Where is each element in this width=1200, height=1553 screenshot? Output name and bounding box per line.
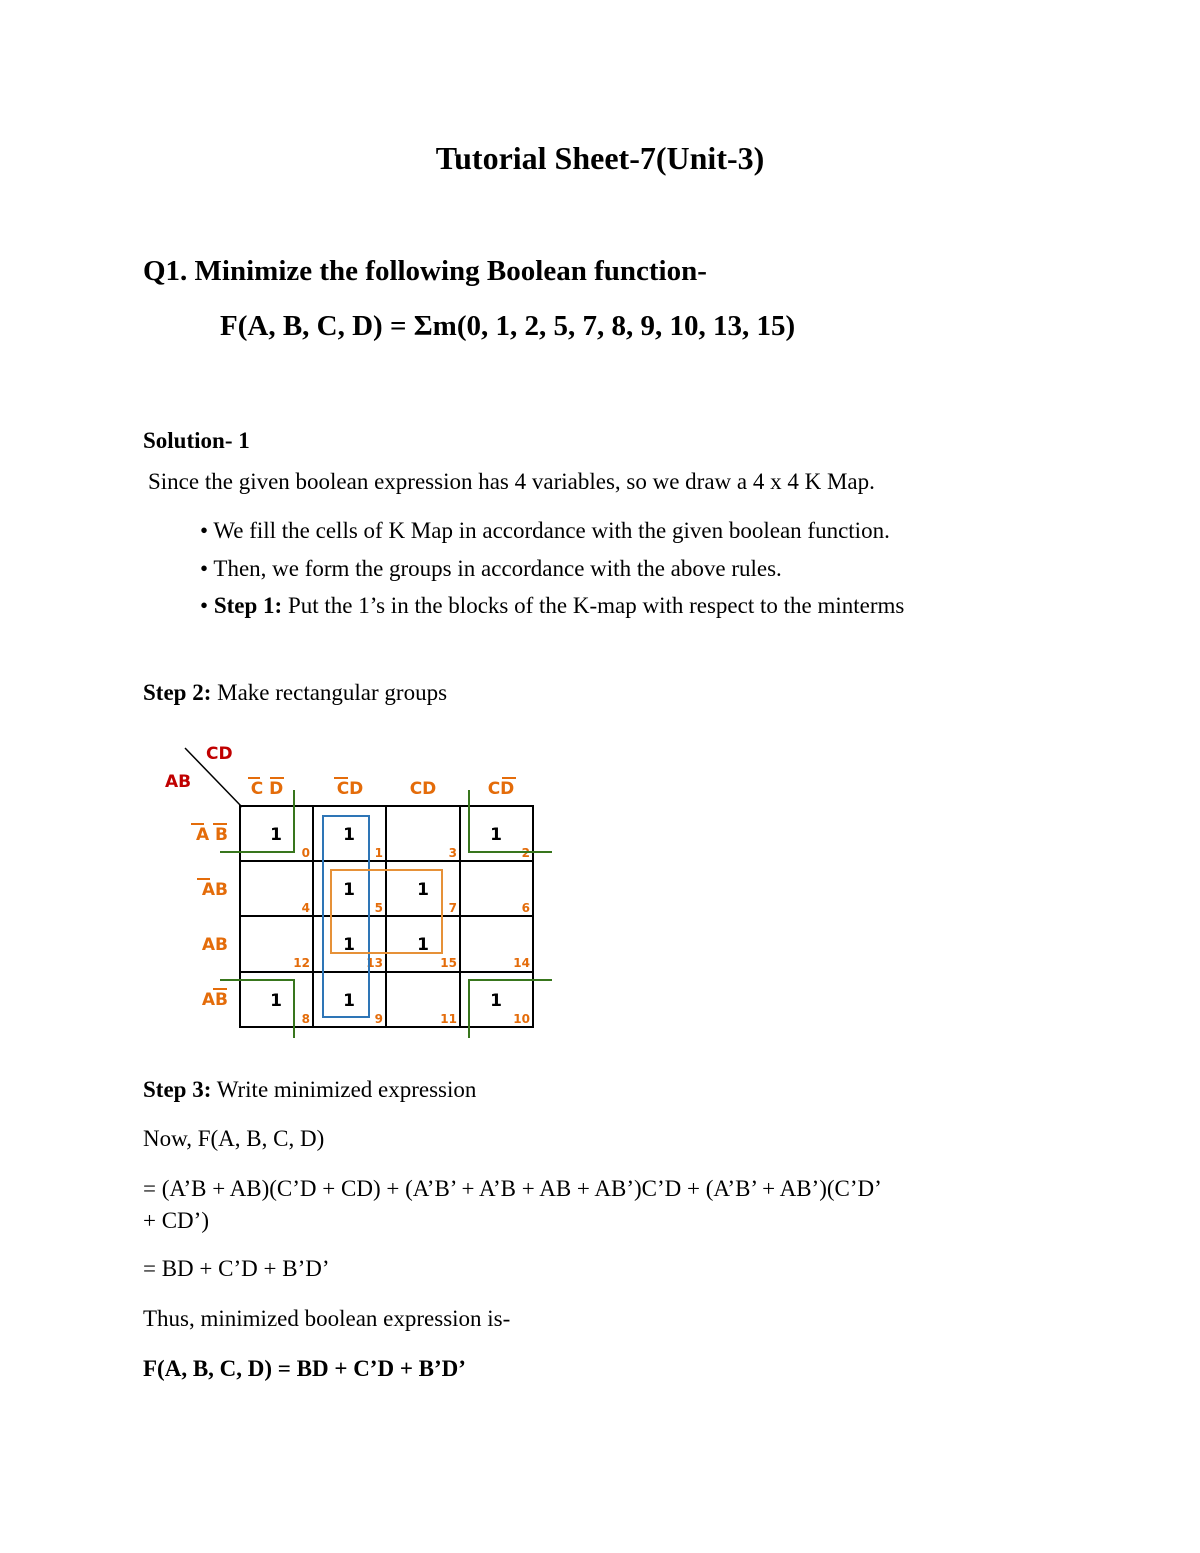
equation-simplified: = BD + C’D + B’D’	[143, 1256, 330, 1281]
row-header: A B	[195, 825, 228, 845]
bullet-item: • Step 1: Put the 1’s in the blocks of the K-map with respect to the minterms	[200, 593, 905, 618]
boolean-function: F(A, B, C, D) = Σm(0, 1, 2, 5, 7, 8, 9, 10, 13, 15)	[220, 310, 796, 342]
minterm-index: 13	[366, 956, 383, 970]
cell-value: 1	[270, 825, 282, 845]
step3-label: Step 3:	[143, 1077, 212, 1102]
minterm-index: 7	[448, 901, 457, 915]
minterm-index: 8	[301, 1012, 310, 1026]
question-label: Q1. Minimize the following Boolean function-	[143, 255, 707, 287]
minterm-index: 2	[521, 846, 530, 860]
minterm-index: 1	[374, 846, 383, 860]
equation-line-cont: + CD’)	[143, 1208, 209, 1233]
col-header: C D	[250, 779, 284, 799]
col-header: CD	[487, 779, 515, 799]
cell-value: 1	[417, 880, 429, 900]
minterm-index: 3	[448, 846, 457, 860]
bullet-text: Then, we form the groups in accordance with the above rules.	[213, 556, 782, 581]
minterm-index: 5	[374, 901, 383, 915]
minterm-index: 9	[374, 1012, 383, 1026]
minterm-index: 15	[440, 956, 457, 970]
now-line: Now, F(A, B, C, D)	[143, 1126, 325, 1151]
cell-value: 1	[490, 991, 502, 1011]
final-expression: F(A, B, C, D) = BD + C’D + B’D’	[143, 1356, 466, 1381]
bullet-item: • Then, we form the groups in accordance with the above rules.	[200, 556, 782, 581]
minterm-index: 0	[301, 846, 310, 860]
step2	[143, 680, 447, 706]
step1-text: Put the 1’s in the blocks of the K-map with respect to the minterms	[287, 593, 905, 618]
conclusion-text: Thus, minimized boolean expression is-	[143, 1306, 511, 1331]
row-header: AB	[201, 935, 228, 955]
step2-text: Make rectangular groups	[217, 680, 448, 705]
minterm-index: 6	[521, 901, 530, 915]
minterm-index: 11	[440, 1012, 457, 1026]
minterm-index: 10	[513, 1012, 530, 1026]
minterm-index: 14	[513, 956, 530, 970]
step2-label: Step 2:	[143, 680, 212, 705]
solution-heading: Solution- 1	[143, 428, 250, 453]
minterm-index: 4	[301, 901, 310, 915]
row-header: AB	[201, 990, 228, 1010]
col-header: CD	[409, 779, 437, 799]
cell-value: 1	[417, 935, 429, 955]
cell-value: 1	[343, 935, 355, 955]
solution-intro: Since the given boolean expression has 4 variables, so we draw a 4 x 4 K Map.	[148, 469, 875, 494]
cell-value: 1	[343, 880, 355, 900]
cell-value: 1	[343, 991, 355, 1011]
equation-line: = (A’B + AB)(C’D + CD) + (A’B’ + A’B + AB + AB’)C’D + (A’B’ + AB’)(C’D’	[143, 1176, 882, 1201]
row-header: AB	[201, 880, 228, 900]
step1-label: Step 1:	[213, 593, 283, 618]
page-title: Tutorial Sheet-7(Unit-3)	[435, 140, 765, 176]
col-header: CD	[336, 779, 364, 799]
karnaugh-map	[160, 740, 560, 1040]
kmap-grid	[240, 806, 533, 1027]
corner-ab-label: AB	[165, 772, 192, 792]
step3	[143, 1077, 476, 1103]
corner-cd-label: CD	[206, 744, 233, 764]
cell-value: 1	[270, 991, 282, 1011]
minterm-index: 12	[293, 956, 310, 970]
cell-value: 1	[343, 825, 355, 845]
bullet-item: • We fill the cells of K Map in accordance with the given boolean function.	[200, 518, 890, 543]
bullet-text: We fill the cells of K Map in accordance with the given boolean function.	[213, 518, 890, 543]
cell-value: 1	[490, 825, 502, 845]
step3-text: Write minimized expression	[216, 1077, 477, 1102]
